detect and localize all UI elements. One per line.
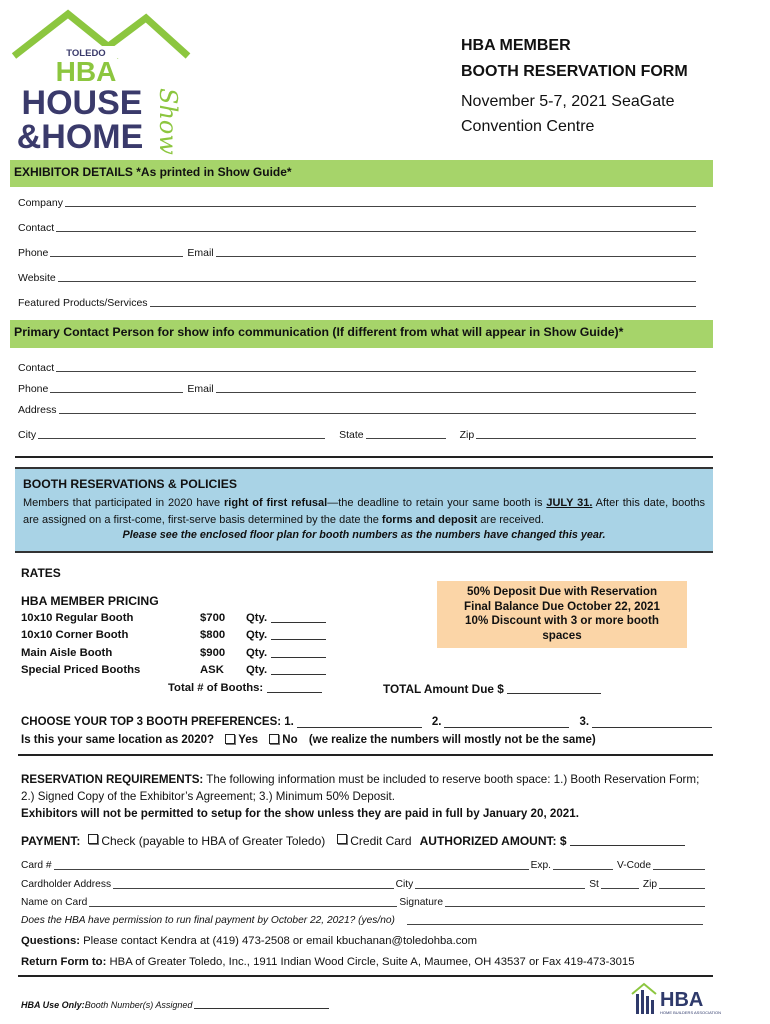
price-row-main-aisle[interactable]: Main Aisle Booth $900 Qty. <box>21 647 341 659</box>
phone-email-field[interactable]: Phone Email <box>18 247 698 260</box>
total-booths-field[interactable]: Total # of Booths: <box>168 682 368 694</box>
member-pricing-heading: HBA MEMBER PRICING <box>21 594 159 608</box>
price-row-corner[interactable]: 10x10 Corner Booth $800 Qty. <box>21 629 341 641</box>
same-location-question: Is this your same location as 2020? Yes No (we realize the numbers will mostly not be the same) <box>21 734 596 746</box>
booth-policies-box <box>15 467 713 553</box>
website-field[interactable]: Website <box>18 272 698 285</box>
home-builders-association-logo <box>630 980 740 1018</box>
reservation-requirements: RESERVATION REQUIREMENTS: The following information must be included to reserve booth space: 1.) Booth Reservation Form; 2.) Signed Copy of the Exhibitor’s Agreement; 3.) Minimum 50% Deposit. Exhibitors will not be permitted to setup for the show unless they are paid in full by January 20, 2021. <box>21 773 700 820</box>
cardholder-address-row[interactable]: Cardholder Address City St Zip <box>21 879 705 892</box>
svg-text:&HOME: &HOME <box>16 118 144 156</box>
primary-contact-field[interactable]: Contact <box>18 362 698 375</box>
form-title: HBA MEMBER BOOTH RESERVATION FORM <box>461 37 688 80</box>
svg-text:HBA: HBA <box>660 989 704 1011</box>
no-checkbox[interactable] <box>269 734 279 744</box>
svg-text:HOUSE: HOUSE <box>21 84 143 122</box>
deposit-info-box: 50% Deposit Due with Reservation Final Balance Due October 22, 2021 10% Discount with 3 or more booth spaces <box>437 581 687 648</box>
name-signature-row[interactable]: Name on Card Signature <box>21 897 705 910</box>
divider <box>18 754 713 756</box>
svg-text:HOME BUILDERS ASSOCIATION: HOME BUILDERS ASSOCIATION <box>660 1010 722 1015</box>
yes-checkbox[interactable] <box>225 734 235 744</box>
booth-policies-title: BOOTH RESERVATIONS & POLICIES <box>23 477 237 491</box>
floor-plan-note: Please see the enclosed floor plan for booth numbers as the numbers have changed this year. <box>122 529 606 541</box>
hba-use-only: HBA Use Only: Booth Number(s) Assigned <box>21 1000 329 1010</box>
questions-contact: Questions: Please contact Kendra at (419) 473-2508 or email kbuchanan@toledohba.com <box>21 935 478 947</box>
primary-city-state-zip-field[interactable]: City State Zip <box>18 429 698 442</box>
event-date-location: November 5-7, 2021 SeaGate Convention Centre <box>461 93 675 135</box>
credit-card-checkbox[interactable] <box>337 834 347 844</box>
rates-title: RATES <box>21 566 61 580</box>
booth-policies-text: Members that participated in 2020 have right of first refusal—the deadline to retain your same booth is JULY 31. After this date, booths are assigned on a first-come, first-serve basis determined by the date the forms and deposit are received. <box>23 497 706 526</box>
hba-house-and-home-show-logo <box>10 8 200 158</box>
divider <box>18 975 713 977</box>
primary-address-field[interactable]: Address <box>18 404 698 417</box>
contact-field[interactable]: Contact <box>18 222 698 235</box>
check-checkbox[interactable] <box>88 834 98 844</box>
featured-products-field[interactable]: Featured Products/Services <box>18 297 698 310</box>
return-form-address: Return Form to: HBA of Greater Toledo, Inc., 1911 Indian Wood Circle, Suite A, Maumee, OH 43537 or Fax 419-473-3015 <box>21 956 635 968</box>
card-number-row[interactable]: Card # Exp. V-Code <box>21 860 705 873</box>
booth-preferences-field[interactable]: CHOOSE YOUR TOP 3 BOOTH PREFERENCES: 1. 2. 3. <box>21 716 716 728</box>
price-row-special[interactable]: Special Priced Booths ASK Qty. <box>21 664 341 676</box>
svg-text:Show: Show <box>154 88 182 155</box>
price-row-regular[interactable]: 10x10 Regular Booth $700 Qty. <box>21 612 341 624</box>
total-amount-due-field[interactable]: TOTAL Amount Due $ <box>383 682 601 696</box>
divider <box>15 456 713 458</box>
company-field[interactable]: Company <box>18 197 698 210</box>
payment-method-row: PAYMENT: Check (payable to HBA of Greater Toledo) Credit Card AUTHORIZED AMOUNT: $ <box>21 834 685 848</box>
svg-text:HBA: HBA <box>55 56 117 87</box>
svg-text:TOLEDO: TOLEDO <box>66 48 106 59</box>
primary-phone-email-field[interactable]: Phone Email <box>18 383 698 396</box>
primary-contact-band: Primary Contact Person for show info communication (If different from what will appear in Show Guide)* <box>10 320 713 348</box>
exhibitor-details-band: EXHIBITOR DETAILS *As printed in Show Guide* <box>10 160 713 187</box>
final-payment-permission[interactable]: Does the HBA have permission to run final payment by October 22, 2021? (yes/no) <box>21 915 705 928</box>
